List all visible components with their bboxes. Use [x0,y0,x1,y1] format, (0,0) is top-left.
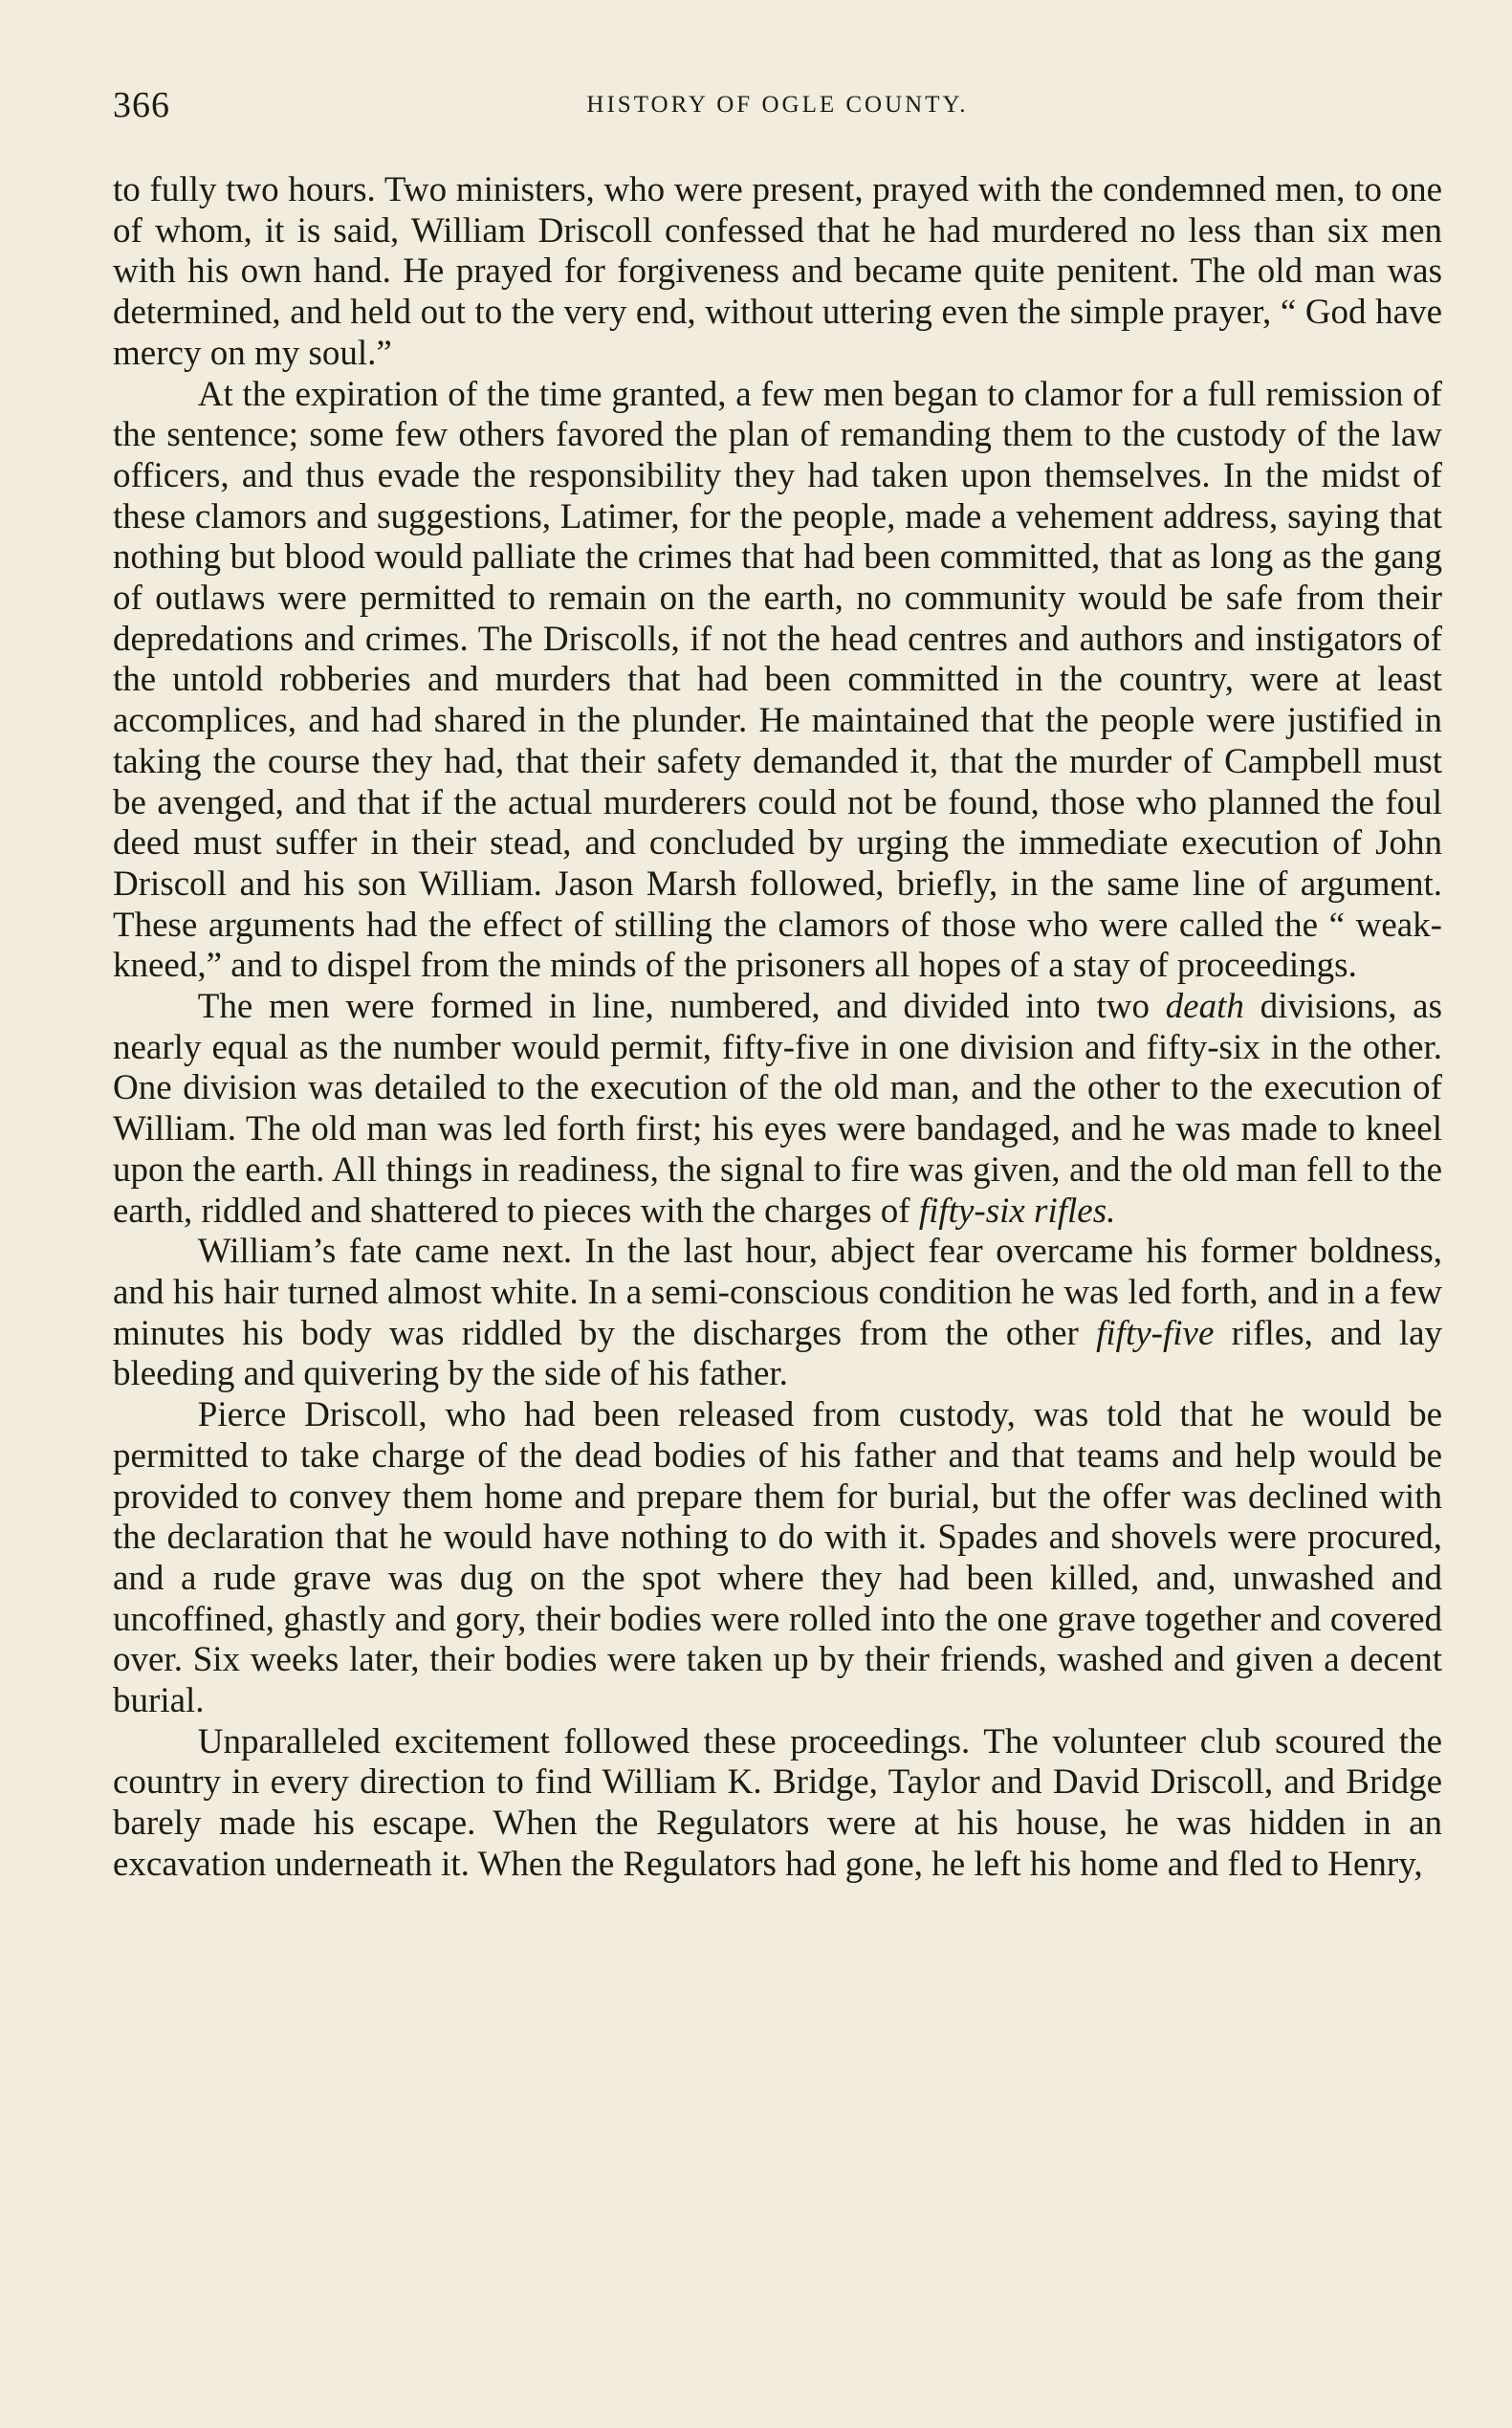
paragraph-4 [113,1232,1442,1395]
paragraph-2: At the expiration of the time granted, a few men began to clamor for a full remission of the sentence; some few others favored the plan of remanding them to the custody of the law officers, and thus evade the responsibility they had taken upon themselves. In the midst of these clamors and suggestions, Latimer, for the people, made a vehement address, saying that nothing but blood would palliate the crimes that had been committed, that as long as the gang of outlaws were permitted to remain on the earth, no community would be safe from their depredations and crimes. The Driscolls, if not the head centres and authors and instigators of the untold robberies and murders that had been committed in the country, were at least accomplices, and had shared in the plunder. He maintained that the people were justified in taking the course they had, that their safety demanded it, that the murder of Campbell must be avenged, and that if the actual murderers could not be found, those who planned the foul deed must suffer in their stead, and concluded by urging the immediate execution of John Driscoll and his son William. Jason Marsh followed, briefly, in the same line of argument. These arguments had the effect of stilling the clamors of those who were called the “ weak-kneed,” and to dispel from the minds of the prisoners all hopes of a stay of proceedings. [113,374,1442,986]
running-head [113,84,1442,132]
paragraph-1: to fully two hours. Two ministers, who were present, prayed with the condemned men, to one of whom, it is said, William Driscoll confessed that he had murdered no less than six men with his own hand. He prayed for forgiveness and became quite penitent. The old man was determined, and held out to the very end, without uttering even the simple prayer, “ God have mercy on my soul.” [113,170,1442,373]
paragraph-5: Pierce Driscoll, who had been released from custody, was told that he would be permitted to take charge of the dead bodies of his father and that teams and help would be provided to convey them home and prepare them for burial, but the offer was declined with the declaration that he would have nothing to do with it. Spades and shovels were procured, and a rude grave was dug on the spot where they had been killed, and, unwashed and uncoffined, ghastly and gory, their bodies were rolled into the one grave together and covered over. Six weeks later, their bodies were taken up by their friends, washed and given a decent burial. [113,1395,1442,1721]
paragraph-3 [113,987,1442,1232]
page-number: 366 [113,85,170,125]
paragraph-3-emphasis-death: death [1165,987,1244,1027]
paragraph-3-text-before: The men were formed in line, numbered, and divided into two [197,987,1166,1027]
paragraph-4-text-after: rifles, and lay bleeding and quivering by the side of his father. [113,1313,1442,1394]
paragraph-4-emphasis-fifty-five: fifty-five [1096,1313,1215,1353]
paragraph-4-text-before: William’s fate came next. In the last hour, abject fear overcame his former boldness, and his hair turned almost white. In a semi-conscious condition he was led forth, and in a few minutes his body was riddled by the discharges from the other [113,1232,1442,1353]
body-text [113,170,1442,1886]
paragraph-6: Unparalleled excitement followed these proceedings. The volunteer club scoured the country in every direction to find William K. Bridge, Taylor and David Driscoll, and Bridge barely made his escape. When the Regulators were at his house, he was hidden in an excavation underneath it. When the Regulators had gone, he left his home and fled to Henry, [113,1721,1442,1884]
paragraph-3-text-middle: divisions, as nearly equal as the number would permit, fifty-five in one division and fifty-six in the other. One division was detailed to the execution of the old man, and the other to the execution of William. The old man was led forth first; his eyes were bandaged, and he was made to kneel upon the earth. All things in readiness, the signal to fire was given, and the old man fell to the earth, riddled and shattered to pieces with the charges of [113,987,1442,1231]
paragraph-3-emphasis-fifty-six-rifles: fifty-six rifles. [918,1191,1116,1231]
running-title: HISTORY OF OGLE COUNTY. [586,92,969,118]
